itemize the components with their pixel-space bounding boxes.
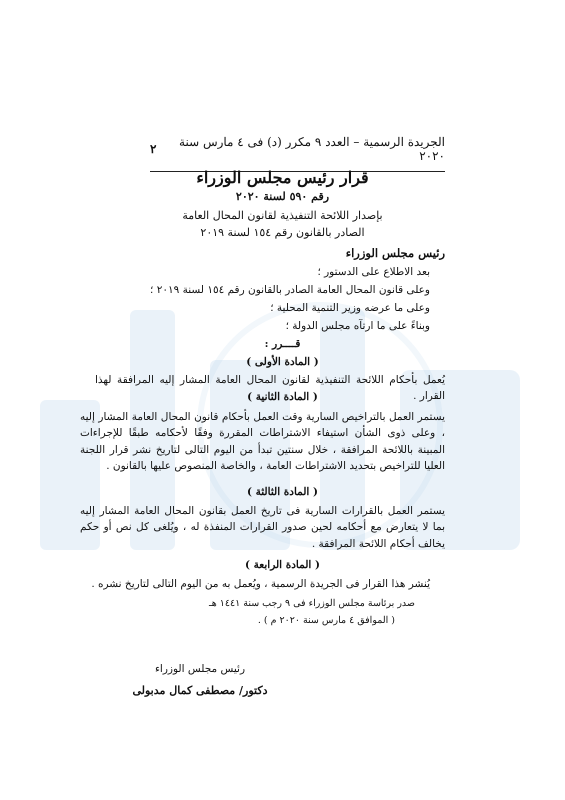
signature-title: رئيس مجلس الوزراء (154, 663, 246, 675)
page-number: ٢ (150, 142, 157, 156)
decision-heading: قــــرر : (264, 338, 301, 350)
decree-subject-line-2: الصادر بالقانون رقم ١٥٤ لسنة ٢٠١٩ (200, 226, 365, 239)
article-1-text: يُعمل بأحكام اللائحة التنفيذية لقانون المحال العامة المشار إليه المرافقة لهذا القرار . (95, 374, 445, 403)
decree-subject-line-1: بإصدار اللائحة التنفيذية لقانون المحال العامة (182, 209, 383, 222)
issued-line-1: صدر برئاسة مجلس الوزراء فى ٩ رجب سنة ١٤٤١ هـ (208, 598, 415, 609)
preamble-line: وبناءً على ما ارتآه مجلس الدولة ؛ (285, 320, 430, 332)
article-4-text: يُنشر هذا القرار فى الجريدة الرسمية ، ويُعمل به من اليوم التالى لتاريخ نشره . (91, 578, 430, 590)
issued-line-2: ( الموافق ٤ مارس سنة ٢٠٢٠ م ) . (257, 615, 395, 626)
decree-title: قرار رئيس مجلس الوزراء (196, 168, 369, 187)
article-2-heading: ( المادة الثانية ) (247, 391, 318, 403)
article-3-text: يستمر العمل بالقرارات السارية فى تاريخ العمل بقانون المحال العامة المشار إليه بما لا يتعارض مع أحكامه لحين صدور القرارات المنفذة له ، ويُلغى كل نص أو حكم يخالف أحكام اللائحة المرافقة . (80, 505, 445, 550)
preamble-authority: رئيس مجلس الوزراء (345, 246, 445, 260)
page-header (150, 135, 445, 163)
article-3-heading: ( المادة الثالثة ) (247, 486, 318, 498)
preamble-line: وعلى ما عرضه وزير التنمية المحلية ؛ (270, 302, 430, 314)
preamble-line: وعلى قانون المحال العامة الصادر بالقانون رقم ١٥٤ لسنة ٢٠١٩ ؛ (150, 284, 430, 296)
article-4-heading: ( المادة الرابعة ) (245, 559, 320, 571)
article-2-text: يستمر العمل بالتراخيص السارية وقت العمل بأحكام قانون المحال العامة المشار إليه ، وعلى ذوى الشأن استيفاء الاشتراطات المقررة وفقًا لأحكامه طبقًا للإجراءات المبينة باللائحة المرافقة ، خلال سنتين تبدأ من اليوم التالى لتاريخ نشر قرار اللجنة العليا للتراخيص بتحديد الاشتراطات العامة ، والخاصة المنصوص عليها بالقانون . (80, 411, 445, 472)
signature-name: دكتور/ مصطفى كمال مدبولى (132, 684, 268, 697)
decree-number: رقم ٥٩٠ لسنة ٢٠٢٠ (235, 190, 330, 203)
article-1-heading: ( المادة الأولى ) (246, 356, 319, 368)
publication-line: الجريدة الرسمية – العدد ٩ مكرر (د) فى ٤ مارس سنة ٢٠٢٠ (179, 135, 445, 163)
preamble-line: بعد الاطلاع على الدستور ؛ (317, 266, 430, 278)
